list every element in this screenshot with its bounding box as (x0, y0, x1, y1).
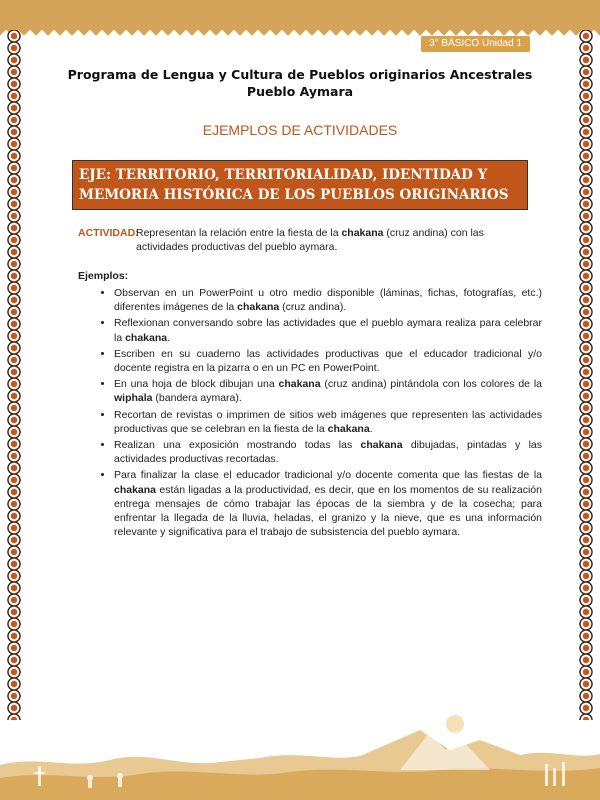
list-item: • Escriben en su cuaderno las actividades productivas que el educador tradicional y/o docente registra en la pizarra o en un PC en PowerPoint. (114, 347, 542, 375)
examples-list (96, 286, 542, 541)
bottom-landscape-illustration (0, 710, 600, 800)
program-title-line-1: Programa de Lengua y Cultura de Pueblos originarios Ancestrales (67, 67, 533, 82)
list-item: • Recortan de revistas o imprimen de sitios web imágenes que representen las actividades productivas que se celebran en la fiesta de la chakana. (114, 408, 542, 436)
list-item: • En una hoja de block dibujan una chakana (cruz andina) pintándola con los colores de la wiphala (bandera aymara). (114, 377, 542, 405)
eje-line-1: EJE: TERRITORIO, TERRITORIALIDAD, IDENTIDAD Y (79, 167, 488, 183)
activity-text (136, 226, 526, 254)
eje-banner (72, 160, 528, 210)
list-item: • Realizan una exposición mostrando todas las chakana dibujadas, pintadas y las actividades productivas recortadas. (114, 438, 542, 466)
grade-unit-badge: 3° BÁSICO Unidad 1 (421, 36, 530, 52)
activity-text-part: (cruz andina) con las actividades productivas del pueblo aymara. (136, 227, 484, 253)
activity-label: ACTIVIDAD: (78, 227, 139, 239)
section-title: EJEMPLOS DE ACTIVIDADES (202, 122, 398, 138)
eje-line-2: MEMORIA HISTÓRICA DE LOS PUEBLOS ORIGINARIOS (79, 187, 509, 203)
list-item: • Observan en un PowerPoint u otro medio disponible (láminas, fichas, fotografías, etc.) diferentes imágenes de la chakana (cruz andina). (114, 286, 542, 314)
header-ribbon (0, 0, 600, 30)
list-item: • Reflexionan conversando sobre las actividades que el pueblo aymara realiza para celebrar la chakana. (114, 316, 542, 344)
activity-text-part: Representan la relación entre la fiesta de la (136, 227, 342, 239)
list-item: • Para finalizar la clase el educador tradicional y/o docente comenta que las fiestas de la chakana están ligadas a la productividad, es decir, que en los momentos de su realización entrega mensajes de cómo trabajar las épocas de la siembra y de la cosecha; para enfrentar la llegada de la lluvia, heladas, el granizo y la nieve, que es una información relevante y significativa para el trabajo de subsistencia del pueblo aymara. (114, 468, 542, 539)
examples-label: Ejemplos: (78, 270, 129, 282)
activity-text-bold: chakana (341, 227, 384, 239)
program-title (0, 66, 600, 100)
program-title-line-2: Pueblo Aymara (246, 84, 354, 99)
activity-statement (78, 226, 526, 254)
